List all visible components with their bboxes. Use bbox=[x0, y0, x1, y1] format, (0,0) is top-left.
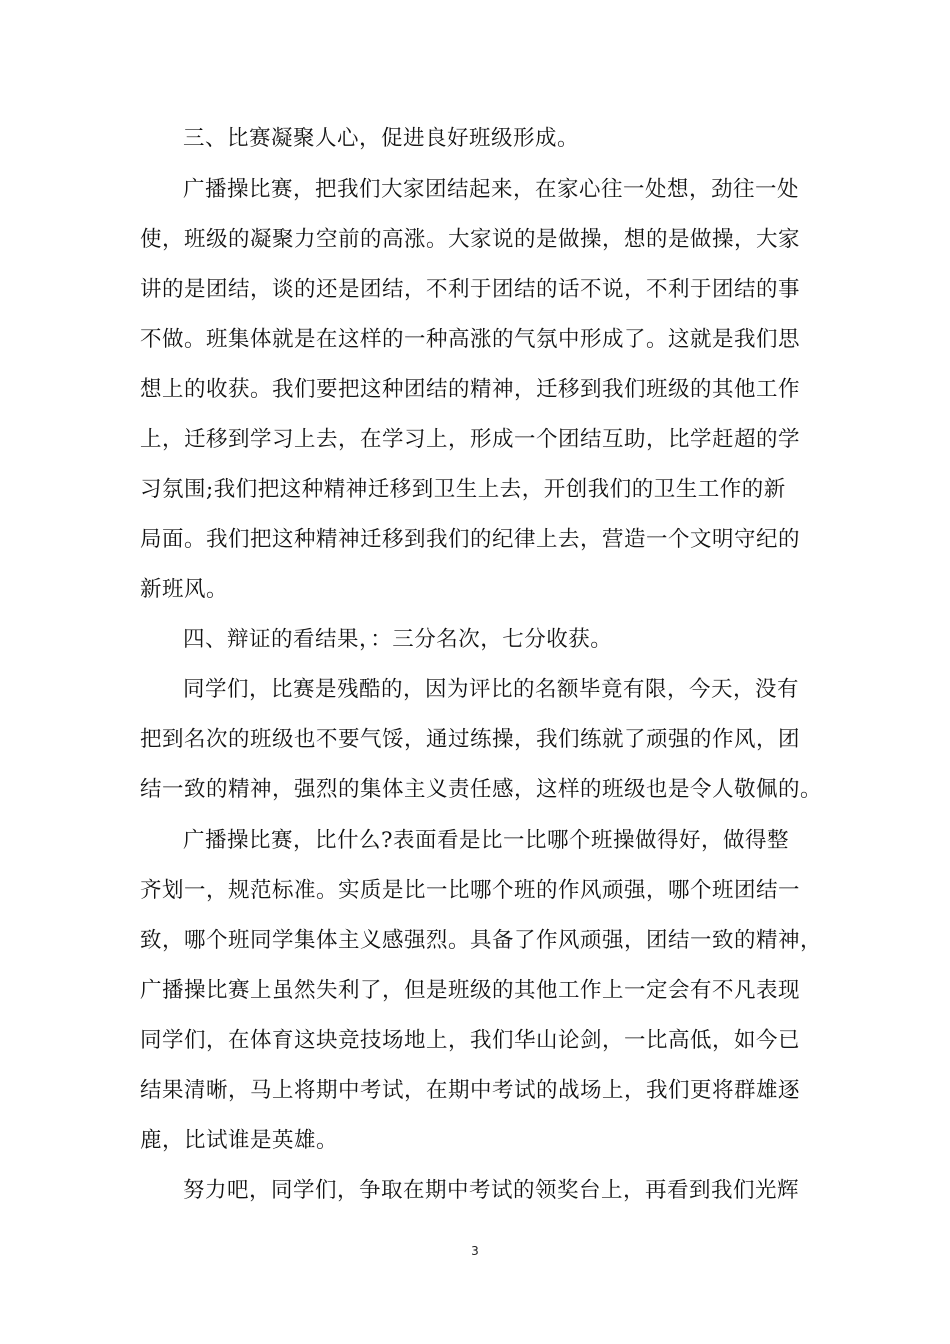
text-line: 上，迁移到学习上去，在学习上，形成一个团结互助，比学赶超的学 bbox=[140, 427, 801, 452]
text-line: 结一致的精神，强烈的集体主义责任感，这样的班级也是令人敬佩的。 bbox=[140, 777, 823, 802]
text-line: 局面。我们把这种精神迁移到我们的纪律上去，营造一个文明守纪的 bbox=[140, 527, 801, 552]
text-line: 使，班级的凝聚力空前的高涨。大家说的是做操，想的是做操，大家 bbox=[140, 227, 801, 252]
text-line: 讲的是团结，谈的还是团结，不利于团结的话不说，不利于团结的事 bbox=[140, 277, 801, 302]
text-line: 齐划一，规范标准。实质是比一比哪个班的作风顽强，哪个班团结一 bbox=[140, 878, 801, 903]
text-line: 想上的收获。我们要把这种团结的精神，迁移到我们班级的其他工作 bbox=[140, 377, 801, 402]
page-number: 3 bbox=[471, 1244, 479, 1258]
section-heading-four: 四、辩证的看结果，：三分名次，七分收获。 bbox=[183, 627, 613, 652]
text-line: 广播操比赛，比什么?表面看是比一比哪个班操做得好，做得整 bbox=[183, 828, 790, 853]
text-line: 结果清晰，马上将期中考试，在期中考试的战场上，我们更将群雄逐 bbox=[140, 1078, 801, 1103]
text-line: 广播操比赛，把我们大家团结起来，在家心往一处想，劲往一处 bbox=[183, 177, 800, 202]
text-line: 致，哪个班同学集体主义感强烈。具备了作风顽强，团结一致的精神， bbox=[140, 928, 823, 953]
text-line: 努力吧，同学们，争取在期中考试的领奖台上，再看到我们光辉 bbox=[183, 1178, 800, 1203]
text-line: 不做。班集体就是在这样的一种高涨的气氛中形成了。这就是我们思 bbox=[140, 327, 801, 352]
section-heading-three: 三、比赛凝聚人心，促进良好班级形成。 bbox=[183, 126, 580, 151]
text-line: 广播操比赛上虽然失利了，但是班级的其他工作上一定会有不凡表现 bbox=[140, 978, 801, 1003]
text-line: 把到名次的班级也不要气馁，通过练操，我们练就了顽强的作风，团 bbox=[140, 727, 801, 752]
text-line: 鹿，比试谁是英雄。 bbox=[140, 1128, 339, 1153]
text-line: 新班风。 bbox=[140, 577, 229, 602]
text-line: 同学们，在体育这块竞技场地上，我们华山论剑，一比高低，如今已 bbox=[140, 1028, 801, 1053]
text-line: 同学们，比赛是残酷的，因为评比的名额毕竟有限，今天，没有 bbox=[183, 677, 800, 702]
text-line: 习氛围;我们把这种精神迁移到卫生上去，开创我们的卫生工作的新 bbox=[140, 477, 786, 502]
